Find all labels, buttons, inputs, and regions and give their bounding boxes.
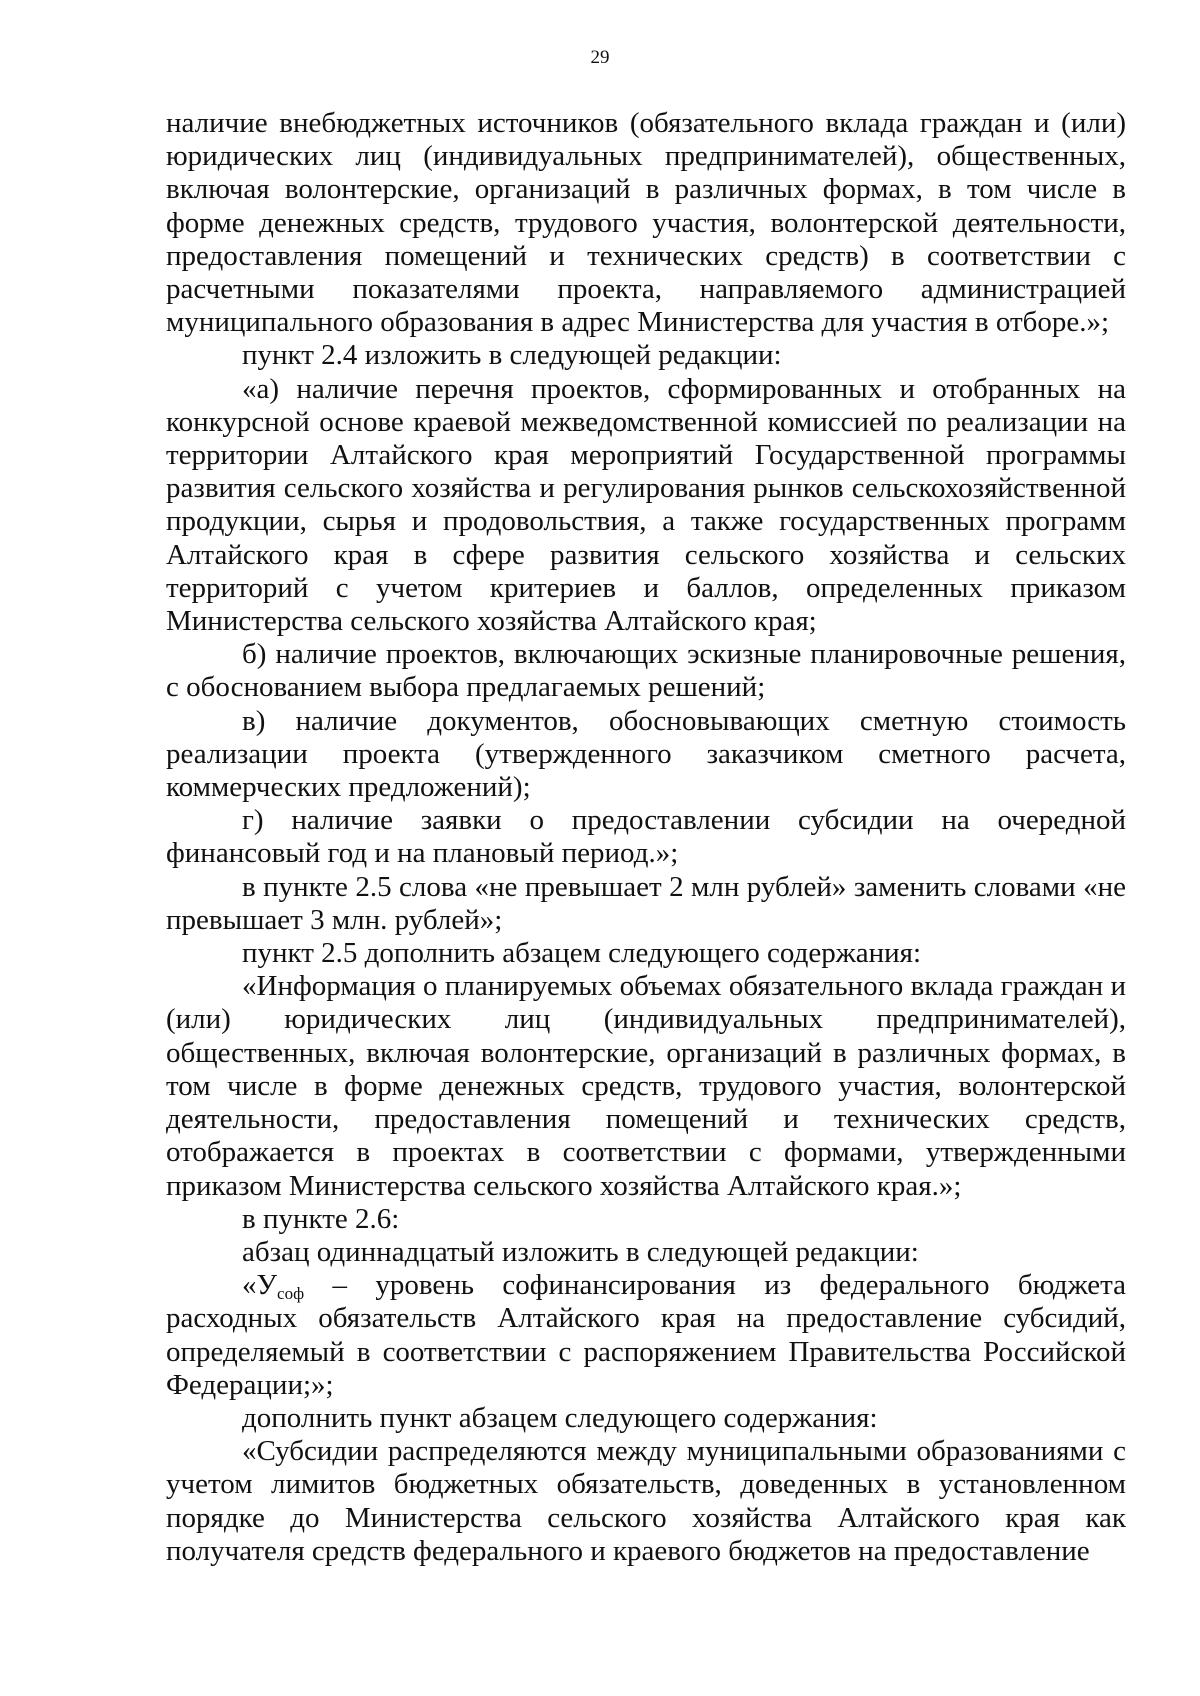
paragraph-eleventh-abzac: абзац одиннадцатый изложить в следующей редакции: (242, 1235, 919, 1268)
formula-subscript: соф (277, 1284, 305, 1304)
paragraph-subsidies-distribution: «Субсидии распределяются между муниципальными образованиями с учетом лимитов бюджетных обязательств, доведенных в установленном порядке до Министерства сельского хозяйства Алтайского края как получателя средств федерального и краевого бюджетов на предоставление (166, 1435, 1126, 1567)
paragraph-item-b: б) наличие проектов, включающих эскизные планировочные решения, с обоснованием выбора предлагаемых решений; (166, 638, 1126, 704)
page-number: 29 (590, 47, 610, 68)
paragraph-item-a: «а) наличие перечня проектов, сформированных и отобранных на конкурсной основе краевой межведомственной комиссией по реализации на территории Алтайского края мероприятий Государственной программы развития сельского хозяйства и регулирования рынков сельскохозяйственной продукции, сырья и продовольствия, а также государственных программ Алтайского края в сфере развития сельского хозяйства и сельских территорий с учетом критериев и баллов, определенных приказом Министерства сельского хозяйства Алтайского края; (166, 372, 1126, 638)
paragraph-clause-2-6: в пункте 2.6: (242, 1202, 400, 1235)
paragraph-item-g: г) наличие заявки о предоставлении субсидии на очередной финансовый год и на плановый период.»; (166, 804, 1126, 870)
paragraph-add-abzac: дополнить пункт абзацем следующего содержания: (242, 1401, 878, 1434)
paragraph-item-v: в) наличие документов, обосновывающих сметную стоимость реализации проекта (утвержденного заказчиком сметного расчета, коммерческих предложений); (166, 704, 1126, 804)
paragraph-clause-2-5-add: пункт 2.5 дополнить абзацем следующего содержания: (242, 937, 922, 970)
paragraph-information-volumes: «Информация о планируемых объемах обязательного вклада граждан и (или) юридических лиц (индивидуальных предпринимателей), общественных, включая волонтерские, организаций в различных формах, в том числе в форме денежных средств, трудового участия, волонтерской деятельности, предоставления помещений и технических средств, отображается в проектах в соответствии с формами, утвержденными приказом Министерства сельского хозяйства Алтайского края.»; (166, 970, 1126, 1202)
paragraph-clause-2-5-replace: в пункте 2.5 слова «не превышает 2 млн рублей» заменить словами «не превышает 3 млн. рублей»; (166, 870, 1126, 936)
paragraph-nonbudget-sources: наличие внебюджетных источников (обязательного вклада граждан и (или) юридических лиц (индивидуальных предпринимателей), общественных, включая волонтерские, организаций в различных формах, в том числе в форме денежных средств, трудового участия, волонтерской деятельности, предоставления помещений и технических средств) в соответствии с расчетными показателями проекта, направляемого администрацией муниципального образования в адрес Министерства для участия в отборе.»; (166, 107, 1126, 339)
cofinancing-text: – уровень софинансирования из федерального бюджета расходных обязательств Алтайского края на предоставление субсидий, определяемый в соответствии с распоряжением Правительства Российской Федерации;»; (166, 1269, 1126, 1401)
document-body (166, 107, 1126, 1568)
formula-symbol: «У (242, 1269, 278, 1302)
paragraph-cofinancing-level (166, 1269, 1126, 1402)
paragraph-clause-2-4-intro: пункт 2.4 изложить в следующей редакции: (242, 339, 782, 372)
